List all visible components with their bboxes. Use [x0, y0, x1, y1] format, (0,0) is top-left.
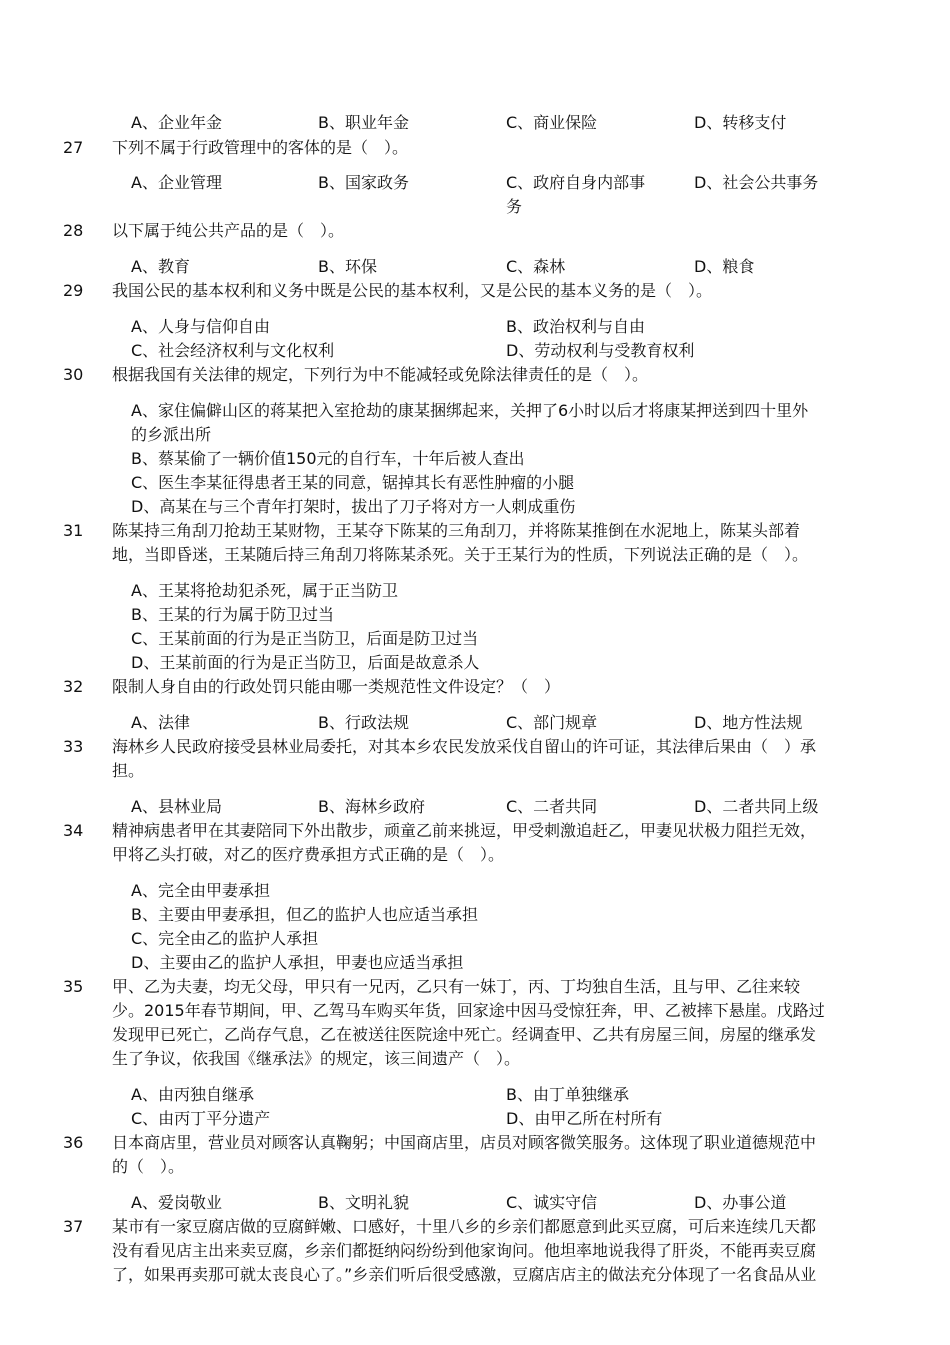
q31-stem-line2 — [0, 543, 950, 567]
q32-stem-line — [0, 675, 950, 699]
q30-number: 30 — [63, 365, 84, 384]
q31-option-d: D、王某前面的行为是正当防卫，后面是故意杀人 — [131, 653, 480, 672]
q36-stem-line2 — [0, 1155, 950, 1179]
q32-options — [0, 711, 950, 735]
q34-option-c: C、完全由乙的监护人承担 — [131, 929, 319, 948]
q33-stem-1: 海林乡人民政府接受县林业局委托，对其本乡农民发放采伐自留山的许可证，其法律后果由（ ）承 — [112, 737, 817, 756]
q30-option-c: C、医生李某征得患者王某的同意，锯掉其长有恶性肿瘤的小腿 — [131, 473, 575, 492]
q34-option-a-line — [0, 879, 950, 903]
q30-option-d-line — [0, 495, 950, 519]
q28-option-a: A、教育 — [131, 257, 190, 276]
q31-option-c-line — [0, 627, 950, 651]
q33-stem-line2 — [0, 759, 950, 783]
q27-options — [0, 171, 950, 195]
q35-stem-4: 生了争议，依我国《继承法》的规定，该三间遗产（ ）。 — [112, 1049, 521, 1068]
q30-option-a: A、家住偏僻山区的蒋某把入室抢劫的康某捆绑起来，关押了6小时以后才将康某押送到四十里外 — [131, 401, 809, 420]
q34-stem-2: 甲将乙头打破，对乙的医疗费承担方式正确的是（ ）。 — [112, 845, 505, 864]
q33-option-c: C、二者共同 — [506, 797, 598, 816]
q34-number: 34 — [63, 821, 84, 840]
q27-option-d: D、社会公共事务 — [694, 173, 819, 192]
q35-option-d: D、由甲乙所在村所有 — [506, 1109, 663, 1128]
q35-option-b: B、由丁单独继承 — [506, 1085, 629, 1104]
q27-stem-line — [0, 136, 950, 160]
q31-option-a: A、王某将抢劫犯杀死，属于正当防卫 — [131, 581, 398, 600]
q34-option-a: A、完全由甲妻承担 — [131, 881, 270, 900]
q29-number: 29 — [63, 281, 84, 300]
q35-option-a: A、由丙独自继承 — [131, 1085, 254, 1104]
q28-stem-line — [0, 219, 950, 243]
q30-option-c-line — [0, 471, 950, 495]
q32-option-d: D、地方性法规 — [694, 713, 803, 732]
q35-stem-line2 — [0, 999, 950, 1023]
q27-option-a: A、企业管理 — [131, 173, 222, 192]
q36-option-d: D、办事公道 — [694, 1193, 787, 1212]
q28-number: 28 — [63, 221, 84, 240]
q36-stem-line1 — [0, 1131, 950, 1155]
q31-option-c: C、王某前面的行为是正当防卫，后面是防卫过当 — [131, 629, 479, 648]
q35-option-c: C、由丙丁平分遗产 — [131, 1109, 271, 1128]
q29-options-row1 — [0, 315, 950, 339]
q30-stem: 根据我国有关法律的规定，下列行为中不能减轻或免除法律责任的是（ ）。 — [112, 365, 649, 384]
q33-number: 33 — [63, 737, 84, 756]
q29-option-b: B、政治权利与自由 — [506, 317, 645, 336]
q33-options — [0, 795, 950, 819]
q31-option-d-line — [0, 651, 950, 675]
q28-option-c: C、森林 — [506, 257, 566, 276]
q36-option-a: A、爱岗敬业 — [131, 1193, 222, 1212]
q32-option-c: C、部门规章 — [506, 713, 598, 732]
q30-option-a-line1 — [0, 399, 950, 423]
q26-option-d: D、转移支付 — [694, 113, 787, 132]
q27-option-b: B、国家政务 — [318, 173, 409, 192]
q36-options — [0, 1191, 950, 1215]
q31-option-a-line — [0, 579, 950, 603]
q31-stem-2: 地，当即昏迷，王某随后持三角刮刀将陈某杀死。关于王某行为的性质，下列说法正确的是（ ）。 — [112, 545, 809, 564]
q27-option-c-wrap: 务 — [506, 197, 523, 216]
q37-stem-line1 — [0, 1215, 950, 1239]
q27-number: 27 — [63, 138, 84, 157]
q31-stem-1: 陈某持三角刮刀抢劫王某财物，王某夺下陈某的三角刮刀，并将陈某推倒在水泥地上，陈某头部着 — [112, 521, 801, 540]
q26-option-c: C、商业保险 — [506, 113, 598, 132]
q31-option-b: B、王某的行为属于防卫过当 — [131, 605, 334, 624]
q35-options-row2 — [0, 1107, 950, 1131]
q27-option-c: C、政府自身内部事 — [506, 173, 646, 192]
q29-option-d: D、劳动权利与受教育权利 — [506, 341, 695, 360]
q34-stem-line1 — [0, 819, 950, 843]
q37-number: 37 — [63, 1217, 84, 1236]
q33-option-b: B、海林乡政府 — [318, 797, 425, 816]
q32-option-a: A、法律 — [131, 713, 190, 732]
q26-options — [0, 111, 950, 135]
q30-option-a-line2 — [0, 423, 950, 447]
q37-stem-line3 — [0, 1263, 950, 1287]
q37-stem-1: 某市有一家豆腐店做的豆腐鲜嫩、口感好，十里八乡的乡亲们都愿意到此买豆腐，可后来连续几天都 — [112, 1217, 817, 1236]
q34-option-d-line — [0, 951, 950, 975]
q32-option-b: B、行政法规 — [318, 713, 409, 732]
q27-stem: 下列不属于行政管理中的客体的是（ ）。 — [112, 138, 409, 157]
q29-option-c: C、社会经济权利与文化权利 — [131, 341, 335, 360]
q26-option-b: B、职业年金 — [318, 113, 409, 132]
q31-number: 31 — [63, 521, 84, 540]
q35-number: 35 — [63, 977, 84, 996]
q35-stem-line4 — [0, 1047, 950, 1071]
q34-stem-1: 精神病患者甲在其妻陪同下外出散步，顽童乙前来挑逗，甲受刺激追赶乙，甲妻见状极力阻拦无效， — [112, 821, 817, 840]
q35-stem-2: 少。2015年春节期间，甲、乙驾马车购买年货，回家途中因马受惊狂奔，甲、乙被摔下悬崖。戊路过 — [112, 1001, 825, 1020]
q29-options-row2 — [0, 339, 950, 363]
q30-stem-line — [0, 363, 950, 387]
q30-option-b-line — [0, 447, 950, 471]
q33-option-d: D、二者共同上级 — [694, 797, 819, 816]
q28-stem: 以下属于纯公共产品的是（ ）。 — [112, 221, 345, 240]
q33-stem-line1 — [0, 735, 950, 759]
q34-option-c-line — [0, 927, 950, 951]
q36-option-c: C、诚实守信 — [506, 1193, 598, 1212]
q35-stem-line1 — [0, 975, 950, 999]
q35-stem-line3 — [0, 1023, 950, 1047]
q35-stem-3: 发现甲已死亡，乙尚存气息，乙在被送往医院途中死亡。经调查甲、乙共有房屋三间，房屋的继承发 — [112, 1025, 817, 1044]
q34-option-b: B、主要由甲妻承担，但乙的监护人也应适当承担 — [131, 905, 478, 924]
q28-option-d: D、粮食 — [694, 257, 755, 276]
q37-stem-3: 了，如果再卖那可就太丧良心了。”乡亲们听后很受感激，豆腐店店主的做法充分体现了一名食品从业 — [112, 1265, 817, 1284]
q26-option-a: A、企业年金 — [131, 113, 222, 132]
q29-option-a: A、人身与信仰自由 — [131, 317, 270, 336]
q32-stem: 限制人身自由的行政处罚只能由哪一类规范性文件设定？（ ） — [112, 677, 561, 696]
q36-stem-2: 的（ ）。 — [112, 1157, 185, 1176]
q36-number: 36 — [63, 1133, 84, 1152]
q29-stem: 我国公民的基本权利和义务中既是公民的基本权利，又是公民的基本义务的是（ ）。 — [112, 281, 713, 300]
q33-option-a: A、县林业局 — [131, 797, 222, 816]
q31-stem-line1 — [0, 519, 950, 543]
q30-option-d: D、高某在与三个青年打架时，拔出了刀子将对方一人刺成重伤 — [131, 497, 576, 516]
q37-stem-line2 — [0, 1239, 950, 1263]
q35-options-row1 — [0, 1083, 950, 1107]
q35-stem-1: 甲、乙为夫妻，均无父母，甲只有一兄丙，乙只有一妹丁，丙、丁均独自生活，且与甲、乙往来较 — [112, 977, 801, 996]
q30-option-b: B、蔡某偷了一辆价值150元的自行车，十年后被人查出 — [131, 449, 525, 468]
q32-number: 32 — [63, 677, 84, 696]
q34-option-d: D、主要由乙的监护人承担，甲妻也应适当承担 — [131, 953, 464, 972]
q30-option-a-wrap: 的乡派出所 — [131, 425, 212, 444]
q27-option-wrap-line — [0, 195, 950, 219]
q34-stem-line2 — [0, 843, 950, 867]
q28-options — [0, 255, 950, 279]
q36-option-b: B、文明礼貌 — [318, 1193, 409, 1212]
q28-option-b: B、环保 — [318, 257, 377, 276]
q33-stem-2: 担。 — [112, 761, 145, 780]
q37-stem-2: 没有看见店主出来卖豆腐，乡亲们都挺纳闷纷纷到他家询问。他坦率地说我得了肝炎，不能再卖豆腐 — [112, 1241, 817, 1260]
q34-option-b-line — [0, 903, 950, 927]
q36-stem-1: 日本商店里，营业员对顾客认真鞠躬；中国商店里，店员对顾客微笑服务。这体现了职业道德规范中 — [112, 1133, 817, 1152]
q29-stem-line — [0, 279, 950, 303]
q31-option-b-line — [0, 603, 950, 627]
